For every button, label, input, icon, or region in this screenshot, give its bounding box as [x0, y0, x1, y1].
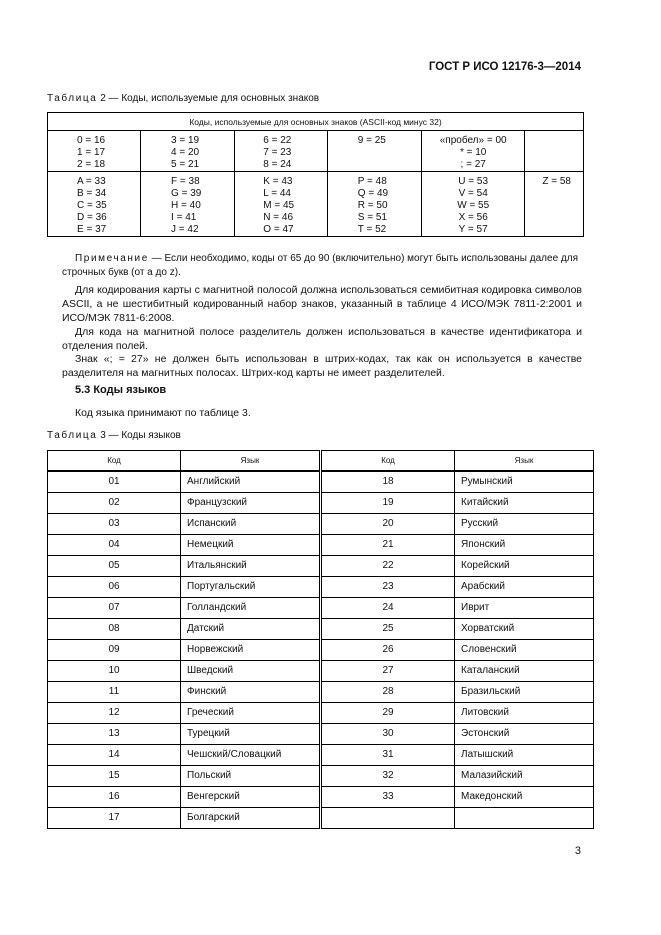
language-name: Бразильский [455, 681, 594, 702]
language-code: 22 [322, 555, 455, 576]
language-name: Македонский [455, 786, 594, 807]
language-name: Чешский/Словацкий [181, 744, 320, 765]
code-value: * = 10 [459, 147, 487, 158]
language-name: Хорватский [455, 618, 594, 639]
language-code: 15 [48, 765, 181, 786]
table2-row-letters [48, 172, 584, 237]
paragraph [62, 283, 582, 325]
language-name: Малазийский [455, 765, 594, 786]
language-code: 21 [322, 534, 455, 555]
language-code: 31 [322, 744, 455, 765]
table2-cell [525, 172, 584, 237]
language-name: Румынский [455, 471, 594, 493]
language-name: Турецкий [181, 723, 320, 744]
language-name: Французский [181, 492, 320, 513]
code-value: 7 = 23 [263, 147, 292, 158]
language-name: Венгерский [181, 786, 320, 807]
language-code: 01 [48, 471, 181, 493]
language-code: 05 [48, 555, 181, 576]
code-value: U = 53 [458, 176, 489, 187]
table2-caption [47, 93, 319, 104]
code-value: M = 45 [263, 200, 295, 211]
table2-note [62, 252, 582, 280]
table-row [48, 681, 594, 702]
paragraph-text: Для кодирования карты с магнитной полосой должна использоваться семибитная кодировка символов ASCII, а не шестибитный кодированный набор знаков, указанный в таблице 4 ИСО/МЭК 7811-2:2001 и ИСО/МЭК 7811-6:2008. [62, 284, 582, 324]
table3-body [48, 471, 594, 829]
table-row [48, 513, 594, 534]
language-code: 23 [322, 576, 455, 597]
code-value: X = 56 [458, 212, 488, 223]
code-value: N = 46 [263, 212, 294, 223]
language-code: 25 [322, 618, 455, 639]
table2-heading: Коды, используемые для основных знаков (ASCII-код минус 32) [48, 113, 584, 131]
language-name: Эстонский [455, 723, 594, 744]
language-code: 13 [48, 723, 181, 744]
table2-cell [422, 131, 525, 172]
note-label: Примечание [75, 253, 149, 264]
table2 [47, 112, 584, 237]
language-code: 28 [322, 681, 455, 702]
language-code: 19 [322, 492, 455, 513]
table-row [48, 744, 594, 765]
table2-cell [235, 172, 328, 237]
code-value: 3 = 19 [171, 135, 200, 146]
table-row [48, 639, 594, 660]
code-value: R = 50 [357, 200, 388, 211]
language-name: Шведский [181, 660, 320, 681]
code-value: «пробел» = 00 [439, 135, 507, 146]
table2-cell [525, 131, 584, 172]
language-code: 24 [322, 597, 455, 618]
language-code: 04 [48, 534, 181, 555]
table-row [48, 618, 594, 639]
language-name: Немецкий [181, 534, 320, 555]
table2-label: Таблица [47, 93, 98, 104]
code-value: H = 40 [171, 200, 201, 211]
language-name: Иврит [455, 597, 594, 618]
language-name: Болгарский [181, 807, 320, 828]
code-value: A = 33 [77, 176, 106, 187]
language-name: Японский [455, 534, 594, 555]
code-value: Z = 58 [542, 176, 571, 187]
language-code [322, 807, 455, 828]
language-name: Каталанский [455, 660, 594, 681]
language-code: 06 [48, 576, 181, 597]
code-value: L = 44 [263, 188, 291, 199]
language-name: Испанский [181, 513, 320, 534]
code-value: O = 47 [263, 224, 294, 235]
table-row [48, 660, 594, 681]
language-name: Арабский [455, 576, 594, 597]
language-code: 08 [48, 618, 181, 639]
language-name [455, 807, 594, 828]
table2-cell [141, 131, 235, 172]
language-name: Корейский [455, 555, 594, 576]
language-name: Словенский [455, 639, 594, 660]
language-name: Литовский [455, 702, 594, 723]
table2-title: 2 — Коды, используемые для основных знаков [100, 93, 320, 104]
language-name: Итальянский [181, 555, 320, 576]
table2-cell [235, 131, 328, 172]
table-row [48, 807, 594, 828]
note-text: — Если необходимо, коды от 65 до 90 (включительно) могут быть использованы далее для строчных букв (от a до z). [62, 253, 578, 278]
section-intro: Код языка принимают по таблице 3. [75, 407, 251, 419]
language-code: 12 [48, 702, 181, 723]
table3-header-code: Код [48, 451, 181, 471]
code-value: V = 54 [458, 188, 488, 199]
table3 [47, 450, 594, 829]
code-value: 0 = 16 [77, 135, 106, 146]
code-value: 4 = 20 [171, 147, 200, 158]
table-row [48, 555, 594, 576]
table2-cell [327, 172, 421, 237]
table3-header-code: Код [322, 451, 455, 471]
code-value: 8 = 24 [263, 159, 292, 170]
language-name: Португальский [181, 576, 320, 597]
code-value: W = 55 [457, 200, 490, 211]
paragraph [62, 325, 582, 353]
code-value: 1 = 17 [77, 147, 106, 158]
code-value: T = 52 [357, 224, 387, 235]
table-row [48, 786, 594, 807]
paragraph-text: Для кода на магнитной полосе разделитель должен использоваться в качестве идентификатора и отделения полей. [62, 326, 582, 352]
language-name: Греческий [181, 702, 320, 723]
language-code: 20 [322, 513, 455, 534]
table3-title: 3 — Коды языков [100, 430, 181, 441]
language-name: Латышский [455, 744, 594, 765]
language-code: 10 [48, 660, 181, 681]
table2-cell [48, 172, 141, 237]
table-row [48, 702, 594, 723]
table-row [48, 471, 594, 493]
table3-header-language: Язык [455, 451, 594, 471]
language-code: 03 [48, 513, 181, 534]
code-value: Y = 57 [458, 224, 488, 235]
paragraph [62, 352, 582, 380]
language-code: 32 [322, 765, 455, 786]
table2-cell [48, 131, 141, 172]
document-header: ГОСТ Р ИСО 12176-3—2014 [428, 61, 581, 73]
table2-cell [422, 172, 525, 237]
table3-caption [47, 430, 181, 441]
table3-header-language: Язык [181, 451, 320, 471]
table2-cell [141, 172, 235, 237]
code-value: E = 37 [77, 224, 107, 235]
table-row [48, 534, 594, 555]
language-code: 27 [322, 660, 455, 681]
code-value: I = 41 [171, 212, 197, 223]
table-row [48, 723, 594, 744]
language-code: 33 [322, 786, 455, 807]
language-name: Голландский [181, 597, 320, 618]
page-number: 3 [574, 845, 581, 857]
language-name: Китайский [455, 492, 594, 513]
code-value: 5 = 21 [171, 159, 200, 170]
language-code: 26 [322, 639, 455, 660]
code-value: 9 = 25 [357, 135, 386, 146]
code-value: Q = 49 [357, 188, 389, 199]
language-name: Русский [455, 513, 594, 534]
code-value: G = 39 [171, 188, 202, 199]
table2-cell [327, 131, 421, 172]
language-code: 09 [48, 639, 181, 660]
code-value: 2 = 18 [77, 159, 106, 170]
language-name: Норвежский [181, 639, 320, 660]
code-value: B = 34 [77, 188, 107, 199]
table-row [48, 576, 594, 597]
language-code: 11 [48, 681, 181, 702]
code-value: F = 38 [171, 176, 200, 187]
language-name: Финский [181, 681, 320, 702]
language-code: 17 [48, 807, 181, 828]
language-code: 02 [48, 492, 181, 513]
code-value: D = 36 [77, 212, 107, 223]
table3-label: Таблица [47, 430, 98, 441]
table-row [48, 597, 594, 618]
language-code: 30 [322, 723, 455, 744]
paragraph-text: Знак «; = 27» не должен быть использован в штрих-кодах, так как он используется в качестве разделителя на магнитных полосах. Штрих-код карты не имеет разделителей. [62, 353, 582, 379]
code-value: ; = 27 [460, 159, 486, 170]
code-value: P = 48 [357, 176, 387, 187]
table-row [48, 492, 594, 513]
language-code: 16 [48, 786, 181, 807]
language-code: 18 [322, 471, 455, 493]
language-code: 07 [48, 597, 181, 618]
code-value: C = 35 [77, 200, 107, 211]
language-name: Английский [181, 471, 320, 493]
language-name: Датский [181, 618, 320, 639]
code-value: 6 = 22 [263, 135, 292, 146]
table2-row-digits [48, 131, 584, 172]
table-row [48, 765, 594, 786]
language-code: 29 [322, 702, 455, 723]
section-title: 5.3 Коды языков [75, 384, 167, 396]
language-code: 14 [48, 744, 181, 765]
code-value: J = 42 [171, 224, 199, 235]
language-name: Польский [181, 765, 320, 786]
code-value: S = 51 [357, 212, 387, 223]
code-value: K = 43 [263, 176, 293, 187]
